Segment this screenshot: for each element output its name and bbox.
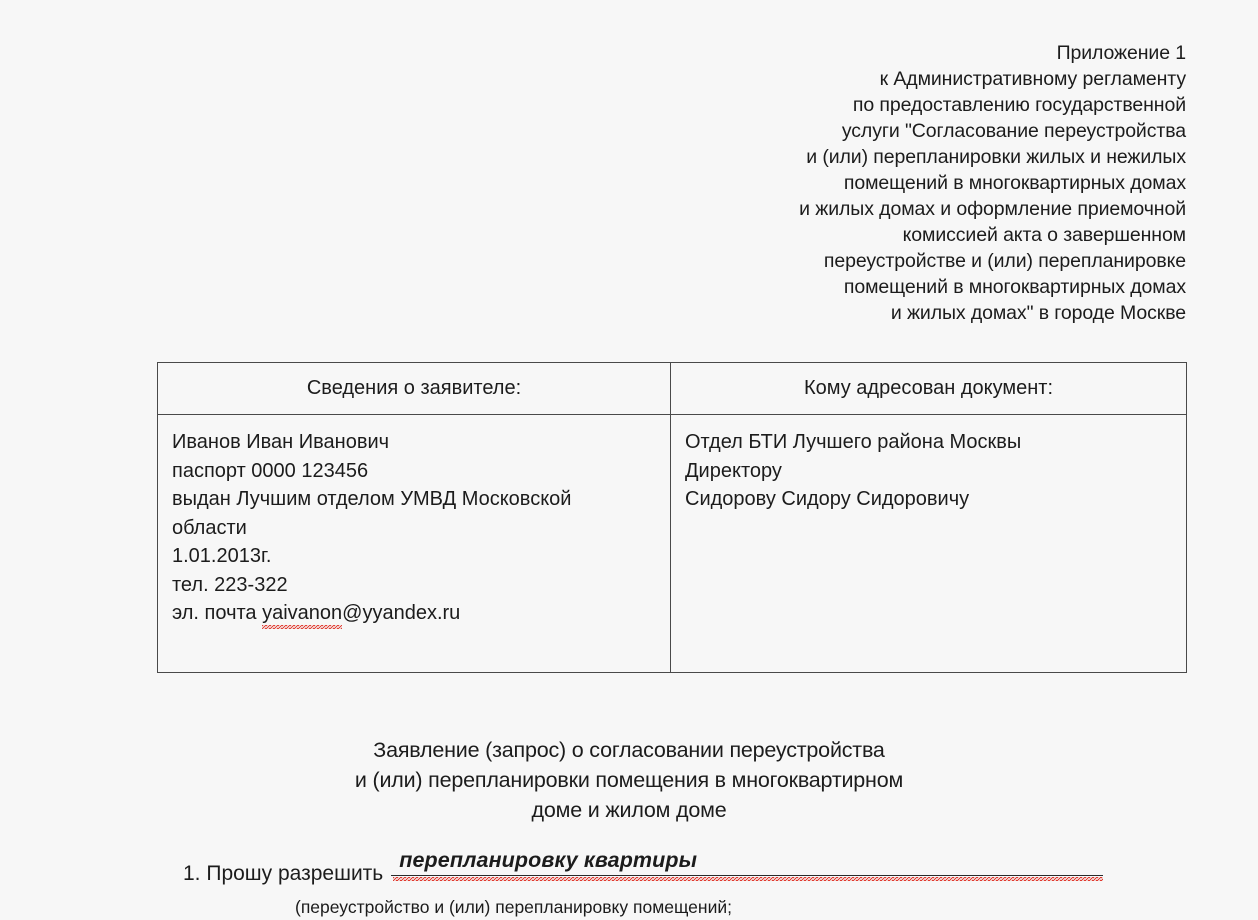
applicant-full-name: Иванов Иван Иванович <box>172 431 390 453</box>
reference-line-2: к Административному регламенту <box>879 68 1186 90</box>
applicant-email-line <box>172 599 658 628</box>
reference-block <box>700 40 1186 326</box>
applicant-column-header: Сведения о заявителе: <box>158 363 671 415</box>
applicant-issue-date: 1.01.2013г. <box>172 545 272 567</box>
applicant-email-label: эл. почта <box>172 602 263 624</box>
table-body-row <box>158 415 1187 673</box>
addressee-name: Сидорову Сидору Сидоровичу <box>685 488 970 510</box>
document-title-line-2: и (или) перепланировки помещения в многоквартирном <box>354 768 904 792</box>
reference-line-11: и жилых домах" в городе Москве <box>890 302 1186 324</box>
applicant-details-cell <box>158 415 671 673</box>
addressee-details-cell <box>671 415 1187 673</box>
applicant-email-domain: @yyandex.ru <box>342 602 461 624</box>
reference-line-4: услуги "Согласование переустройства <box>841 120 1186 142</box>
form-item-1-caption: (переустройство и (или) перепланировку помещений; <box>295 897 732 917</box>
reference-line-6: помещений в многоквартирных домах <box>843 172 1186 194</box>
document-title-line-3: доме и жилом доме <box>531 798 727 822</box>
reference-line-5: и (или) перепланировки жилых и нежилых <box>806 146 1186 168</box>
form-item-1-fill-field[interactable] <box>391 848 1103 880</box>
form-item-1-spellcheck-underline <box>393 877 1103 881</box>
addressee-position: Директору <box>685 459 782 482</box>
reference-line-8: комиссией акта о завершенном <box>902 224 1186 246</box>
form-item-1-value: перепланировку квартиры <box>399 848 698 872</box>
form-item-1-row <box>183 848 1183 888</box>
addressee-column-header: Кому адресован документ: <box>671 363 1187 415</box>
addressee-organization: Отдел БТИ Лучшего района Москвы <box>685 431 1022 453</box>
applicant-issued-by-1: выдан Лучшим отделом УМВД Московской <box>172 488 572 510</box>
reference-line-10: помещений в многоквартирных домах <box>843 276 1186 298</box>
reference-line-3: по предоставлению государственной <box>852 94 1186 116</box>
form-item-1-rule <box>391 875 1103 876</box>
document-title <box>179 735 1079 825</box>
form-item-1 <box>183 848 1183 918</box>
reference-line-1: Приложение 1 <box>1056 42 1186 64</box>
table-header-row <box>158 363 1187 415</box>
document-title-line-1: Заявление (запрос) о согласовании переустройства <box>373 738 885 762</box>
reference-line-7: и жилых домах и оформление приемочной <box>799 198 1186 220</box>
reference-line-9: переустройстве и (или) перепланировке <box>823 250 1186 272</box>
applicant-info-table <box>157 362 1187 673</box>
applicant-phone: тел. 223-322 <box>172 573 288 596</box>
applicant-issued-by-2: области <box>172 516 247 539</box>
form-item-1-label: 1. Прошу разрешить <box>183 862 384 885</box>
applicant-email-user-misspelled: yaivanon <box>262 599 342 628</box>
applicant-passport: паспорт 0000 123456 <box>172 459 369 482</box>
